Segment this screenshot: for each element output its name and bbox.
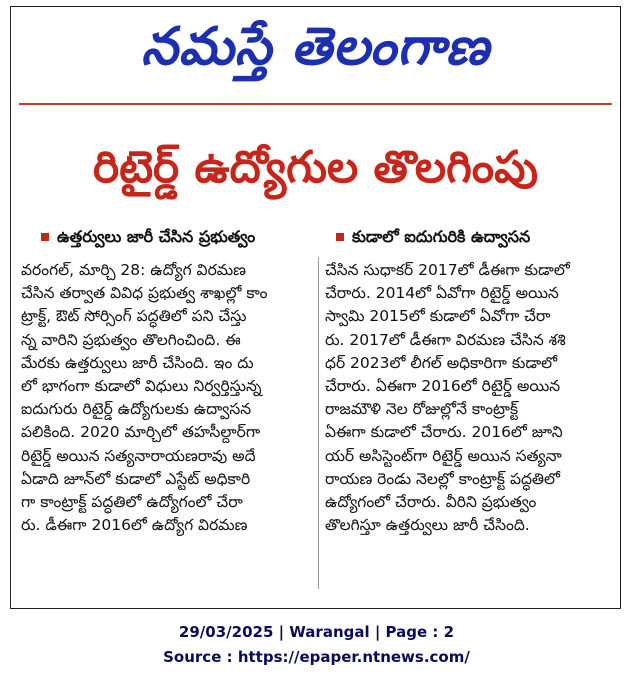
column-line: చేరారు. 2014లో ఏవోగా రిటైర్డ్ అయిన: [325, 284, 559, 303]
column-line: ధర్ 2023లో లీగల్ అధికారిగా కుడాలో: [325, 353, 558, 372]
column-line: గా కాంట్రాక్ట్ పద్ధతిలో ఉద్యోగంలో చేరా: [21, 493, 243, 512]
footer-source: Source : https://epaper.ntnews.com/: [163, 648, 470, 666]
column-line: వరంగల్, మార్చి 28: ఉద్యోగ విరమణ: [21, 261, 246, 279]
column-line: చేసిన సుధాకర్ 2017లో డీఈగా కుడాలో: [325, 261, 570, 279]
column-line: యర్ అసిస్టెంట్‌గా రిటైర్డ్ అయిన సత్యనా: [325, 446, 562, 465]
footer-dateline: 29/03/2025 | Warangal | Page : 2: [178, 623, 455, 641]
column-line: ఐదుగురు రిటైర్డ్ ఉద్యోగులకు ఉద్వాసన: [21, 400, 252, 419]
column-line: రాయణ రెండు నెలల్లో కాంట్రాక్ట్ పద్ధతిలో: [325, 469, 560, 488]
column-line: ఏడాది జూన్‌లో కుడాలో ఎస్టేట్ అధికారి: [21, 469, 251, 488]
bullet-icon: [41, 233, 49, 241]
column-divider: [318, 257, 319, 589]
subhead-1-text: ఉత్తర్వులు జారీ చేసిన ప్రభుత్వం: [57, 227, 256, 246]
column-line: ట్రాక్ట్, ఔట్ సోర్సింగ్ పద్ధతిలో పని చేస్తు: [21, 307, 247, 326]
column-line: ఏఈగా కుడాలో చేరారు. 2016లో జూని: [325, 423, 563, 442]
column-line: రు. డీఈగా 2016లో ఉద్యోగ విరమణ: [21, 516, 248, 535]
subhead-2: [336, 222, 530, 252]
column-line: స్వామి 2015లో కుడాలో ఏవోగా చేరా: [325, 307, 551, 326]
subhead-2-text: కుడాలో ఐదుగురికి ఉద్వాసన: [352, 227, 531, 246]
column-line: పలికింది. 2020 మార్చిలో తహసీల్దార్‌గా: [21, 423, 261, 442]
article-column-2: [325, 259, 621, 599]
bullet-icon: [336, 233, 344, 241]
column-line: న్న వారిని ప్రభుత్వం తొలగించింది. ఈ: [21, 330, 241, 349]
masthead-rule: [19, 103, 612, 105]
subhead-1: [41, 222, 255, 252]
column-line: మేరకు ఉత్తర్వులు జారీ చేసింది. ఇం దు: [21, 353, 254, 372]
column-line: లో భాగంగా కుడాలో విధులు నిర్వర్తిస్తున్న: [21, 377, 262, 396]
column-line: చేసిన తర్వాత వివిధ ప్రభుత్వ శాఖల్లో కాం: [21, 284, 268, 303]
column-line: ఉద్యోగంలో చేరారు. వీరిని ప్రభుత్వం: [325, 493, 537, 512]
article-clipping: [10, 6, 621, 609]
article-column-1: [21, 259, 317, 599]
column-line: తొలగిస్తూ ఉత్తర్వులు జారీ చేసింది.: [325, 516, 530, 535]
column-line: రు. 2017లో డీఈగా విరమణ చేసిన శశి: [325, 330, 566, 349]
column-line: రిటైర్డ్ అయిన సత్యనారాయణరావు అదే: [21, 446, 256, 465]
column-line: రాజమౌళి నెల రోజుల్లోనే కాంట్రాక్ట్: [325, 400, 519, 419]
article-headline: రిటైర్డ్ ఉద్యోగుల తొలగింపు: [93, 142, 538, 193]
newspaper-masthead: నమస్తే తెలంగాణ: [141, 17, 490, 77]
column-line: చేరారు. ఏఈగా 2016లో రిటైర్డ్ అయిన: [325, 377, 561, 396]
